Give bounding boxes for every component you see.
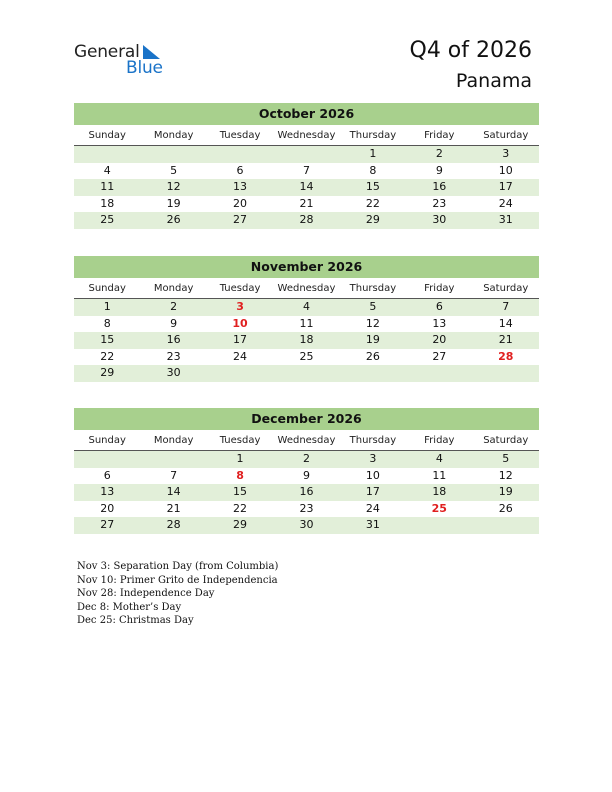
day-cell: 24	[233, 349, 248, 363]
week-row	[74, 451, 539, 468]
day-cell: 6	[435, 300, 443, 313]
holiday-day-cell: 10	[232, 316, 248, 330]
day-cell: 1	[369, 147, 377, 160]
week-row	[74, 501, 539, 518]
month-title: October 2026	[74, 103, 539, 125]
week-row	[74, 517, 539, 534]
day-cell: 7	[170, 468, 178, 482]
day-cell: 21	[498, 333, 513, 347]
day-cell: 14	[299, 180, 314, 194]
day-cell	[473, 365, 539, 382]
day-cell: 17	[498, 180, 513, 194]
weekday-label: Wednesday	[277, 435, 336, 446]
day-cell	[273, 146, 339, 163]
day-cell	[74, 451, 140, 468]
day-cell: 15	[233, 485, 248, 499]
day-cell: 5	[502, 452, 510, 465]
holiday-note: Nov 28: Independence Day	[77, 588, 215, 599]
day-cell: 25	[100, 213, 115, 227]
day-cell: 30	[166, 366, 181, 380]
day-cell: 30	[432, 213, 447, 227]
day-cell	[406, 517, 472, 534]
page-title: Q4 of 2026	[409, 38, 532, 63]
weekday-label: Friday	[424, 130, 455, 141]
weekday-label: Monday	[153, 283, 194, 294]
weekday-label: Tuesday	[219, 130, 261, 141]
weekday-label: Saturday	[483, 435, 529, 446]
day-cell	[273, 365, 339, 382]
logo-text-blue: Blue	[126, 58, 163, 78]
day-cell: 23	[432, 196, 447, 210]
weekday-header-row	[74, 127, 539, 146]
holiday-note: Dec 25: Christmas Day	[77, 615, 194, 626]
weekday-label: Wednesday	[277, 283, 336, 294]
day-cell: 5	[369, 300, 377, 313]
week-row	[74, 179, 539, 196]
day-cell: 26	[498, 501, 513, 515]
weekday-header-row	[74, 280, 539, 299]
day-cell: 12	[166, 180, 181, 194]
day-cell: 26	[365, 349, 380, 363]
week-row	[74, 332, 539, 349]
weekday-label: Sunday	[88, 283, 126, 294]
week-row	[74, 484, 539, 501]
month-calendar	[74, 408, 539, 534]
holiday-day-cell: 8	[236, 468, 244, 482]
day-cell: 4	[435, 452, 443, 465]
day-cell: 30	[299, 518, 314, 532]
day-cell: 14	[498, 316, 513, 330]
day-cell	[473, 517, 539, 534]
day-cell: 2	[302, 452, 310, 465]
day-cell: 10	[365, 468, 380, 482]
week-row	[74, 316, 539, 333]
day-cell: 11	[100, 180, 115, 194]
day-cell: 15	[100, 333, 115, 347]
day-cell: 9	[302, 468, 310, 482]
day-cell: 22	[100, 349, 115, 363]
weekday-label: Friday	[424, 283, 455, 294]
day-cell: 23	[299, 501, 314, 515]
day-cell: 12	[365, 316, 380, 330]
weekday-label: Thursday	[349, 130, 397, 141]
day-cell: 22	[233, 501, 248, 515]
day-cell: 14	[166, 485, 181, 499]
weekday-label: Sunday	[88, 130, 126, 141]
day-cell: 21	[166, 501, 181, 515]
day-cell: 4	[302, 300, 310, 313]
day-cell: 20	[100, 501, 115, 515]
day-cell: 11	[299, 316, 314, 330]
weekday-label: Tuesday	[219, 435, 261, 446]
day-cell: 4	[103, 163, 111, 177]
day-cell: 9	[435, 163, 443, 177]
day-cell: 6	[103, 468, 111, 482]
day-cell: 27	[100, 518, 115, 532]
day-cell	[207, 146, 273, 163]
day-cell: 25	[299, 349, 314, 363]
day-cell: 10	[498, 163, 513, 177]
day-cell: 28	[166, 518, 181, 532]
holiday-note: Nov 3: Separation Day (from Columbia)	[77, 561, 279, 572]
day-cell: 29	[365, 213, 380, 227]
day-cell	[207, 365, 273, 382]
day-cell	[340, 365, 406, 382]
day-cell: 19	[365, 333, 380, 347]
week-row	[74, 365, 539, 382]
day-cell: 18	[432, 485, 447, 499]
day-cell: 13	[432, 316, 447, 330]
day-cell: 16	[299, 485, 314, 499]
day-cell: 20	[432, 333, 447, 347]
day-cell: 27	[233, 213, 248, 227]
weekday-label: Friday	[424, 435, 455, 446]
week-row	[74, 299, 539, 316]
day-cell: 3	[502, 147, 510, 160]
day-cell: 29	[100, 366, 115, 380]
day-cell: 26	[166, 213, 181, 227]
day-cell: 9	[170, 316, 178, 330]
day-cell: 22	[365, 196, 380, 210]
week-row	[74, 212, 539, 229]
day-cell	[406, 365, 472, 382]
day-cell: 20	[233, 196, 248, 210]
day-cell: 16	[166, 333, 181, 347]
week-row	[74, 349, 539, 366]
day-cell: 13	[233, 180, 248, 194]
day-cell: 17	[233, 333, 248, 347]
weekday-label: Tuesday	[219, 283, 261, 294]
holiday-notes	[77, 560, 278, 628]
day-cell: 24	[365, 501, 380, 515]
day-cell: 12	[498, 468, 513, 482]
weekday-label: Thursday	[349, 435, 397, 446]
weekday-label: Monday	[153, 435, 194, 446]
day-cell: 18	[299, 333, 314, 347]
weekday-label: Wednesday	[277, 130, 336, 141]
day-cell: 6	[236, 163, 244, 177]
day-cell: 19	[498, 485, 513, 499]
day-cell: 19	[166, 196, 181, 210]
day-cell: 7	[502, 300, 510, 313]
holiday-day-cell: 28	[498, 349, 514, 363]
week-row	[74, 468, 539, 485]
day-cell: 23	[166, 349, 181, 363]
day-cell: 31	[365, 518, 380, 532]
day-cell: 1	[103, 300, 111, 313]
holiday-day-cell: 25	[431, 501, 447, 515]
day-cell: 31	[498, 213, 513, 227]
weekday-label: Saturday	[483, 283, 529, 294]
day-cell: 2	[170, 300, 178, 313]
week-row	[74, 196, 539, 213]
week-row	[74, 163, 539, 180]
month-title: December 2026	[74, 408, 539, 430]
day-cell: 17	[365, 485, 380, 499]
day-cell: 5	[170, 163, 178, 177]
day-cell: 24	[498, 196, 513, 210]
day-cell: 29	[233, 518, 248, 532]
day-cell: 11	[432, 468, 447, 482]
page-subtitle: Panama	[455, 70, 532, 92]
day-cell	[140, 451, 206, 468]
day-cell: 7	[302, 163, 310, 177]
day-cell: 8	[103, 316, 111, 330]
day-cell: 18	[100, 196, 115, 210]
day-cell: 16	[432, 180, 447, 194]
weekday-header-row	[74, 432, 539, 451]
month-calendar	[74, 103, 539, 229]
holiday-note: Dec 8: Mother’s Day	[77, 601, 182, 613]
logo-text-general: General	[74, 42, 140, 62]
day-cell	[140, 146, 206, 163]
day-cell: 3	[369, 452, 377, 465]
weekday-label: Saturday	[483, 130, 529, 141]
weekday-label: Thursday	[349, 283, 397, 294]
holiday-note: Nov 10: Primer Grito de Independencia	[77, 574, 278, 586]
day-cell: 28	[299, 213, 314, 227]
day-cell: 27	[432, 349, 447, 363]
day-cell: 8	[369, 163, 377, 177]
week-row	[74, 146, 539, 163]
day-cell: 13	[100, 485, 115, 499]
day-cell: 15	[365, 180, 380, 194]
day-cell: 1	[236, 452, 244, 465]
month-title: November 2026	[74, 256, 539, 278]
weekday-label: Sunday	[88, 435, 126, 446]
month-calendar	[74, 256, 539, 382]
weekday-label: Monday	[153, 130, 194, 141]
day-cell: 2	[435, 147, 443, 160]
generalblue-logo	[74, 42, 174, 78]
day-cell: 21	[299, 196, 314, 210]
day-cell	[74, 146, 140, 163]
holiday-day-cell: 3	[236, 300, 244, 313]
